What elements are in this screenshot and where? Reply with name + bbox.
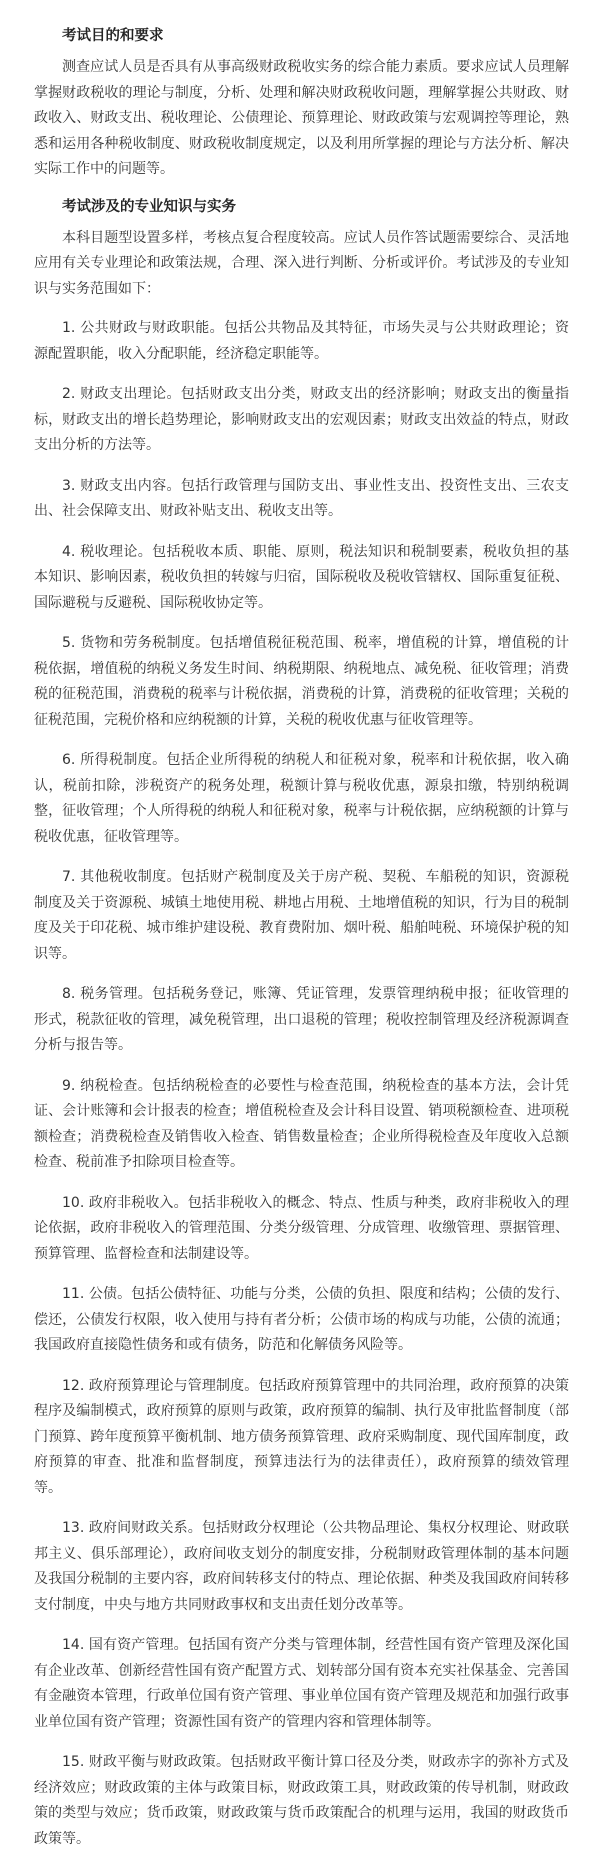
section-heading-exam-purpose: 考试目的和要求 [62,28,164,44]
list-item: 11. 公债。包括公债特征、功能与分类，公债的负担、限度和结构；公债的发行、偿还，公债发行权限，收入使用与持有者分析；公债市场的构成与功能，公债的流通；我国政府直接隐性债务和或有债务，防范和化解债务风险等。 [34,1286,569,1353]
exam-purpose-paragraph: 测查应试人员是否具有从事高级财政税收实务的综合能力素质。要求应试人员理解掌握财政税收的理论与制度，分析、处理和解决财政税收问题，理解掌握公共财政、财政收入、财政支出、税收理论、公债理论、预算理论、财政政策与宏观调控等理论，熟悉和运用各种税收制度、财政税收制度规定，以及利用所掌握的理论与方法分析、解决实际工作中的问题等。 [34,59,569,177]
list-item: 6. 所得税制度。包括企业所得税的纳税人和征税对象，税率和计税依据，收入确认，税前扣除，涉税资产的税务处理，税额计算与税收优惠，源泉扣缴，特别纳税调整，征收管理；个人所得税的纳税人和征税对象，税率与计税依据，应纳税额的计算与税收优惠，征收管理等。 [34,752,569,845]
list-item: 2. 财政支出理论。包括财政支出分类，财政支出的经济影响；财政支出的衡量指标，财政支出的增长趋势理论，影响财政支出的宏观因素；财政支出效益的特点，财政支出分析的方法等。 [34,386,569,453]
knowledge-scope-intro: 本科目题型设置多样，考核点复合程度较高。应试人员作答试题需要综合、灵活地应用有关专业理论和政策法规，合理、深入进行判断、分析或评价。考试涉及的专业知识与实务范围如下： [34,229,569,297]
list-item: 5. 货物和劳务税制度。包括增值税征税范围、税率，增值税的计算，增值税的计税依据，增值税的纳税义务发生时间、纳税期限、纳税地点、减免税、征收管理；消费税的征税范围，消费税的税率与计税依据，消费税的计算，消费税的征收管理；关税的征税范围，完税价格和应纳税额的计算，关税的税收优惠与征收管理等。 [34,635,569,728]
list-item: 13. 政府间财政关系。包括财政分权理论（公共物品理论、集权分权理论、财政联邦主义、俱乐部理论），政府间收支划分的制度安排，分税制财政管理体制的基本问题及我国分税制的主要内容，政府间转移支付的特点、理论依据、种类及我国政府间转移支付制度，中央与地方共同财政事权和支出责任划分改革等。 [34,1520,569,1613]
list-item: 10. 政府非税收入。包括非税收入的概念、特点、性质与种类，政府非税收入的理论依据，政府非税收入的管理范围、分类分级管理、分成管理、收缴管理、票据管理、预算管理、监督检查和法制建设等。 [34,1194,569,1262]
list-item: 3. 财政支出内容。包括行政管理与国防支出、事业性支出、投资性支出、三农支出、社会保障支出、财政补贴支出、税收支出等。 [34,477,569,519]
list-item: 8. 税务管理。包括税务登记，账簿、凭证管理，发票管理纳税申报；征收管理的形式，税款征收的管理，减免税管理，出口退税的管理；税收控制管理及经济税源调查分析与报告等。 [34,986,569,1053]
list-item: 7. 其他税收制度。包括财产税制度及关于房产税、契税、车船税的知识，资源税制度及关于资源税、城镇土地使用税、耕地占用税、土地增值税的知识，行为目的税制度及关于印花税、城市维护建设税、教育费附加、烟叶税、船舶吨税、环境保护税的知识等。 [34,869,569,962]
list-item: 9. 纳税检查。包括纳税检查的必要性与检查范围，纳税检查的基本方法，会计凭证、会计账簿和会计报表的检查；增值税检查及会计科目设置、销项税额检查、进项税额检查；消费税检查及销售收入检查、销售数量检查；企业所得税检查及年度收入总额检查、税前准予扣除项目检查等。 [34,1077,569,1170]
list-item: 4. 税收理论。包括税收本质、职能、原则，税法知识和税制要素，税收负担的基本知识、影响因素，税收负担的转嫁与归宿，国际税收及税收管辖权、国际重复征税、国际避税与反避税、国际税收协定等。 [34,543,569,611]
list-item: 14. 国有资产管理。包括国有资产分类与管理体制，经营性国有资产管理及深化国有企业改革、创新经营性国有资产配置方式、划转部分国有资本充实社保基金、完善国有金融资本管理，行政单位国有资产管理、事业单位国有资产管理及规范和加强行政事业单位国有资产管理；资源性国有资产的管理内容和管理体制等。 [34,1637,569,1730]
list-item: 12. 政府预算理论与管理制度。包括政府预算管理中的共同治理，政府预算的决策程序及编制模式，政府预算的原则与政策，政府预算的编制、执行及审批监督制度（部门预算、跨年度预算平衡机制、地方债务预算管理、政府采购制度、现代国库制度，政府预算的审查、批准和监督制度，预算违法行为的法律责任），政府预算的绩效管理等。 [34,1377,569,1496]
list-item: 1. 公共财政与财政职能。包括公共物品及其特征，市场失灵与公共财政理论；资源配置职能，收入分配职能，经济稳定职能等。 [34,320,569,362]
list-item: 15. 财政平衡与财政政策。包括财政平衡计算口径及分类，财政赤字的弥补方式及经济效应；财政政策的主体与政策目标，财政政策工具，财政政策的传导机制，财政政策的类型与效应；货币政策，财政政策与货币政策配合的机理与运用，我国的财政货币政策等。 [34,1754,569,1847]
section-heading-knowledge-scope: 考试涉及的专业知识与实务 [62,198,236,215]
